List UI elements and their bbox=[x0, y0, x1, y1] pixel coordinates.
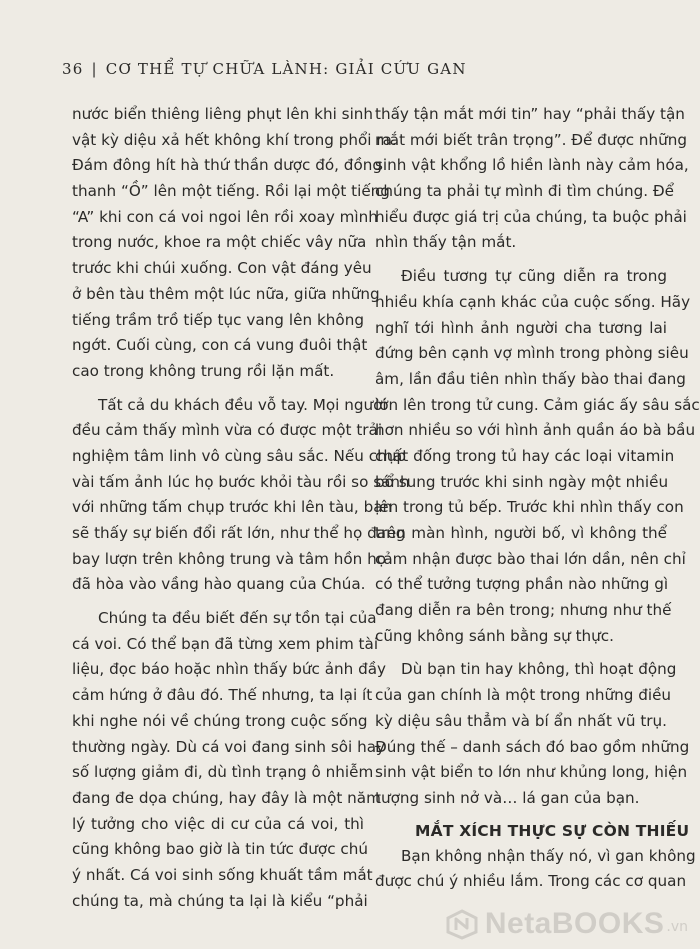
text-line: lên trong tủ bếp. Trước khi nhìn thấy con bbox=[375, 498, 684, 517]
watermark-text: NetaBOOKS bbox=[484, 907, 665, 940]
paragraph-gap bbox=[375, 256, 667, 264]
text-line: kỳ diệu sâu thẳm và bí ẩn nhất vũ trụ. bbox=[375, 711, 667, 730]
text-line: đã hòa vào vầng hào quang của Chúa. bbox=[72, 575, 366, 594]
text-line: sẽ thấy sự biến đổi rất lớn, như thể họ đang bbox=[72, 524, 406, 542]
header-separator: | bbox=[91, 60, 98, 78]
right-column bbox=[375, 102, 700, 895]
text-line: Chúng ta đều biết đến sự tồn tại của bbox=[98, 609, 377, 628]
text-line: trước khi chúi xuống. Con vật đáng yêu bbox=[72, 259, 372, 278]
text-line: chúng ta phải tự mình đi tìm chúng. Để bbox=[375, 182, 675, 201]
text-line: ngớt. Cuối cùng, con cá vung đuôi thật bbox=[72, 336, 368, 355]
text-line: chất đống trong tủ hay các loại vitamin bbox=[375, 446, 675, 465]
text-line: cảm hứng ở đâu đó. Thế nhưng, ta lại ít bbox=[72, 686, 373, 705]
text-line: ý nhất. Cá voi sinh sống khuất tầm mắt bbox=[72, 865, 373, 884]
text-line: Bạn không nhận thấy nó, vì gan không bbox=[401, 846, 696, 865]
text-line: với những tấm chụp trước khi lên tàu, bạn bbox=[72, 498, 393, 517]
watermark-tld: .vn bbox=[666, 919, 688, 935]
text-line: trong nước, khoe ra một chiếc vây nữa bbox=[72, 233, 367, 252]
text-line: tiếng trầm trồ tiếp tục vang lên không bbox=[72, 310, 364, 329]
text-line: vật kỳ diệu xả hết không khí trong phổi ra. bbox=[72, 130, 397, 149]
text-line: Tất cả du khách đều vỗ tay. Mọi người bbox=[98, 395, 387, 414]
text-line: thường ngày. Dù cá voi đang sinh sôi hay bbox=[72, 737, 386, 756]
text-line: có thể tưởng tượng phần nào những gì bbox=[375, 575, 669, 594]
text-line: đang diễn ra bên trong; nhưng như thế bbox=[375, 601, 672, 620]
text-line: cao trong không trung rồi lặn mất. bbox=[72, 361, 335, 380]
running-header bbox=[62, 60, 662, 78]
text-line: trên màn hình, người bố, vì không thể bbox=[375, 524, 667, 542]
text-line: Điều tương tự cũng diễn ra trong bbox=[401, 267, 667, 286]
text-line: ở bên tàu thêm một lúc nữa, giữa những bbox=[72, 284, 380, 303]
text-line: nước biển thiêng liêng phụt lên khi sinh bbox=[72, 105, 374, 123]
text-line: cũng không sánh bằng sự thực. bbox=[375, 626, 614, 645]
text-line: sinh vật khổng lồ hiền lành này cảm hóa, bbox=[375, 156, 689, 175]
text-line: lý tưởng cho việc di cư của cá voi, thì bbox=[72, 814, 364, 833]
text-line: của gan chính là một trong những điều bbox=[375, 686, 672, 705]
text-line: bổ sung trước khi sinh ngày một nhiều bbox=[375, 472, 669, 491]
text-line: sinh vật biển to lớn như khủng long, hiện bbox=[375, 763, 688, 782]
section-heading: MẮT XÍCH THỰC SỰ CÒN THIẾU bbox=[415, 821, 690, 840]
text-line: nhiều khía cạnh khác của cuộc sống. Hãy bbox=[375, 292, 691, 311]
watermark bbox=[445, 907, 688, 941]
paragraph-gap bbox=[72, 598, 364, 606]
text-line: thanh “Ồ” lên một tiếng. Rồi lại một tiếng bbox=[72, 182, 390, 201]
text-line: cũng không bao giờ là tin tức được chú bbox=[72, 840, 369, 859]
text-line: khi nghe nói về chúng trong cuộc sống bbox=[72, 711, 368, 730]
text-line: hiểu được giá trị của chúng, ta buộc phải bbox=[375, 207, 687, 226]
text-line: Đúng thế – danh sách đó bao gồm những bbox=[375, 737, 690, 756]
book-title: CƠ THỂ TỰ CHỮA LÀNH: GIẢI CỨU GAN bbox=[105, 60, 467, 78]
text-line: chúng ta, mà chúng ta lại là kiểu “phải bbox=[72, 891, 368, 910]
text-line: nghiệm tâm linh vô cùng sâu sắc. Nếu chụp bbox=[72, 446, 406, 465]
paragraph-gap bbox=[72, 385, 364, 393]
text-line: số lượng giảm đi, dù tình trạng ô nhiễm bbox=[72, 763, 374, 782]
text-line: vài tấm ảnh lúc họ bước khỏi tàu rồi so sánh bbox=[72, 472, 410, 491]
text-line: cảm nhận được bào thai lớn dần, nên chỉ bbox=[375, 549, 686, 568]
text-line: được chú ý nhiều lắm. Trong các cơ quan bbox=[375, 872, 687, 891]
text-line: bay lượn trên không trung và tâm hồn họ bbox=[72, 549, 387, 568]
left-column bbox=[72, 102, 410, 914]
text-line: “A” khi con cá voi ngoi lên rồi xoay mình bbox=[72, 207, 378, 226]
paragraph-gap bbox=[375, 649, 667, 657]
text-line: liệu, đọc báo hoặc nhìn thấy bức ảnh đầy bbox=[72, 660, 387, 679]
text-line: đứng bên cạnh vợ mình trong phòng siêu bbox=[375, 344, 689, 363]
text-line: Dù bạn tin hay không, thì hoạt động bbox=[401, 660, 677, 679]
text-line: đều cảm thấy mình vừa có được một trải bbox=[72, 421, 383, 440]
text-line: thấy tận mắt mới tin” hay “phải thấy tận bbox=[375, 105, 685, 123]
text-line: nhìn thấy tận mắt. bbox=[375, 233, 517, 252]
text-line: cá voi. Có thể bạn đã từng xem phim tài bbox=[72, 634, 379, 653]
text-line: mắt mới biết trân trọng”. Để được những bbox=[375, 130, 688, 149]
text-line: nghĩ tới hình ảnh người cha tương lai bbox=[375, 318, 667, 337]
text-line: hơn nhiều so với hình ảnh quần áo bà bầu bbox=[375, 421, 696, 440]
text-line: đang đe dọa chúng, hay đây là một năm bbox=[72, 788, 381, 807]
text-line: Đám đông hít hà thứ thần dược đó, đồng bbox=[72, 156, 383, 175]
page-number: 36 bbox=[62, 60, 84, 78]
netabooks-logo-icon bbox=[445, 909, 479, 939]
text-line: âm, lần đầu tiên nhìn thấy bào thai đang bbox=[375, 369, 686, 388]
text-line: tượng sinh nở và… lá gan của bạn. bbox=[375, 788, 640, 807]
text-line: lớn lên trong tử cung. Cảm giác ấy sâu sắc bbox=[375, 395, 700, 414]
